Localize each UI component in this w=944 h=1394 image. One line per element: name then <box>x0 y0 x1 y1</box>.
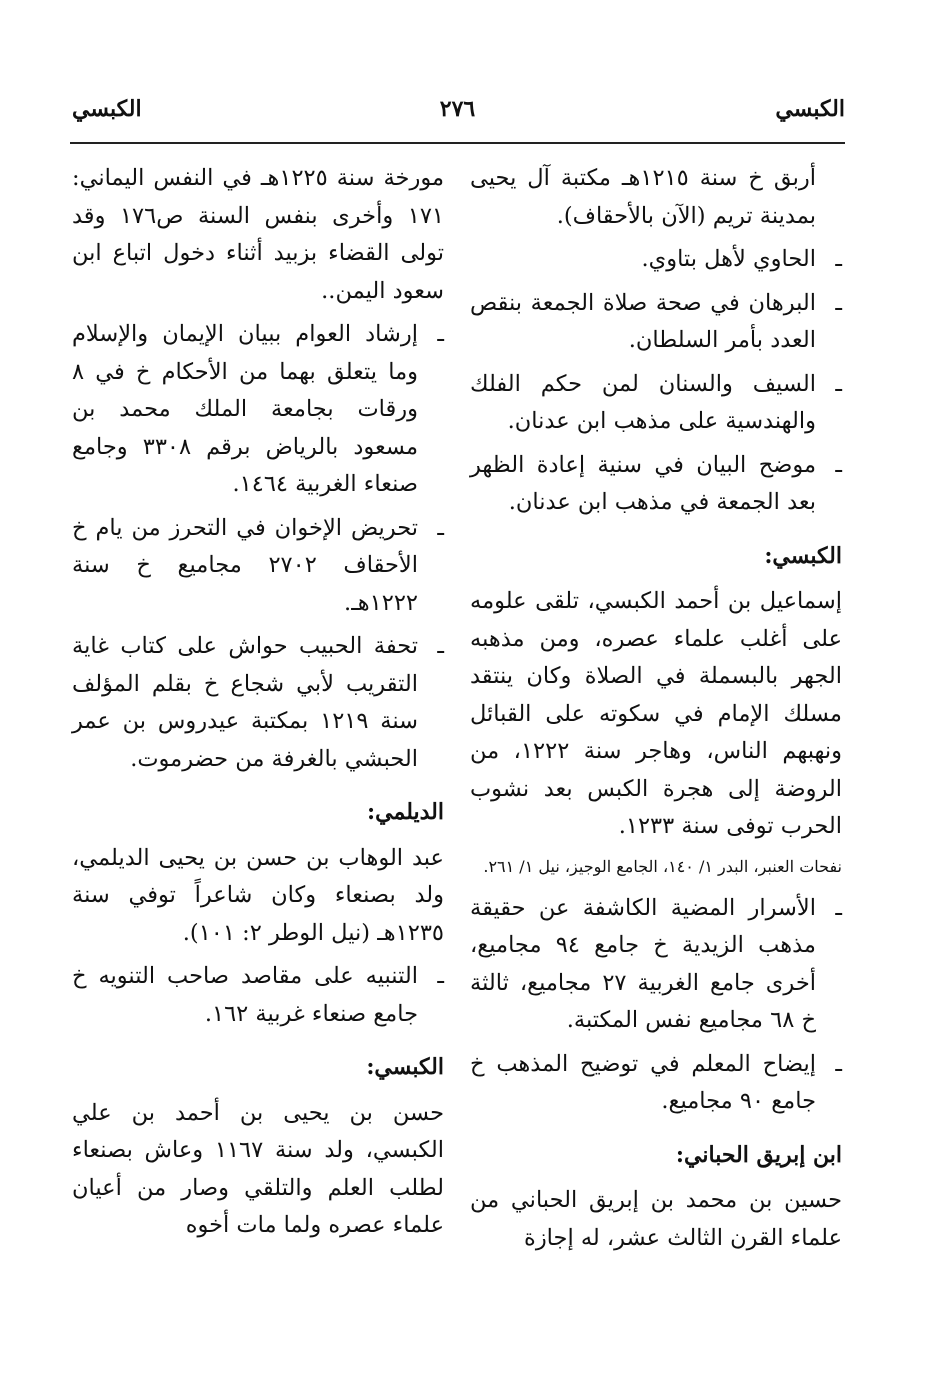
list-item <box>470 1046 842 1121</box>
list-dash: ـ <box>835 246 842 272</box>
list-item <box>470 241 842 279</box>
entry-sources: نفحات العنبر، البدر ١/ ١٤٠، الجامع الوجيز، نيل ١/ ٢٦١. <box>483 856 842 876</box>
list-item-text: تحفة الحبيب حواش على كتاب غاية التقريب لأبي شجاع خ بقلم المؤلف سنة ١٢١٩ بمكتبة عيدروس بن عمر الحبشي بالغرفة من حضرموت. <box>72 633 419 772</box>
list-dash: ـ <box>835 451 842 478</box>
running-header <box>70 96 845 140</box>
list-dash: ـ <box>437 514 444 541</box>
continued-entry-text: مورخة سنة ١٢٢٥هـ في النفس اليماني: ١٧١ وأخرى بنفس السنة ص١٧٦ وقد تولى القضاء بزبيد أثناء دخول اتباع ابن سعود اليمن.. <box>72 165 444 304</box>
list-dash: ـ <box>437 963 444 989</box>
right-column <box>470 160 842 1263</box>
list-item <box>72 958 444 1033</box>
page-number: ٢٧٦ <box>439 96 476 122</box>
header-title-right: الكبسي <box>775 96 845 122</box>
list-item <box>470 285 842 360</box>
list-item <box>72 316 444 504</box>
entry-paragraph: عبد الوهاب بن حسن بن يحيى الديلمي، ولد بصنعاء وكان شاعراً توفي سنة ١٢٣٥هـ (نيل الوطر ٢: ١٠١). <box>72 844 444 946</box>
list-item-text: البرهان في صحة صلاة الجمعة بنقص العدد بأمر السلطان. <box>470 289 816 353</box>
list-item-text: التنبيه على مقاصد صاحب التنويه خ جامع صنعاء غربية ١٦٢. <box>72 963 418 1027</box>
entry-paragraph: حسين بن محمد بن إبريق الحباني من علماء القرن الثالث عشر، له إجازة <box>470 1187 842 1251</box>
list-item-text: موضح البيان في سنية إعادة الظهر بعد الجمعة في مذهب ابن عدنان. <box>470 451 816 515</box>
continued-entry-text: أربق خ سنة ١٢١٥هـ مكتبة آل يحيى بمدينة تريم (الآن بالأحقاف). <box>470 165 816 229</box>
header-rule <box>70 142 845 144</box>
list-item-text: الأسرار المضية الكاشفة عن حقيقة مذهب الزيدية خ جامع ٩٤ مجاميع، أخرى جامع الغربية ٢٧ مجاميع، ثالثة خ ٦٨ مجاميع نفس المكتبة. <box>470 894 816 1033</box>
list-dash: ـ <box>835 1050 842 1077</box>
list-item-text: السيف والسنان لمن حكم الفلك والهندسية على مذهب ابن عدنان. <box>470 370 816 434</box>
list-item-text: إيضاح المعلم في توضيح المذهب خ جامع ٩٠ مجاميع. <box>470 1050 816 1114</box>
entry-heading: الكبسي: <box>764 542 842 569</box>
list-dash: ـ <box>835 289 842 316</box>
list-item-text: الحاوي لأهل بتاوي. <box>641 246 816 272</box>
list-item <box>72 628 444 778</box>
entry-heading: الديلمي: <box>367 799 444 825</box>
list-dash: ـ <box>437 321 444 347</box>
list-dash: ـ <box>835 370 842 397</box>
list-item-text: إرشاد العوام ببيان الإيمان والإسلام وما يتعلق بهما من الأحكام خ في ٨ ورقات بجامعة الملك محمد بن مسعود بالرياض برقم ٣٣٠٨ وجامع صنعاء الغربية ١٤٦٤. <box>72 321 419 497</box>
list-item <box>470 366 842 441</box>
list-item <box>470 447 842 522</box>
entry-paragraph: إسماعيل بن أحمد الكبسي، تلقى علومه على أغلب علماء عصره، ومن مذهبه الجهر بالبسملة في الصلاة وكان ينتقد مسلك الإمام في سكوته على القبائل ونهبهم الناس، وهاجر سنة ١٢٢٢، من الروضة إلى هجرة الكبس بعد نشوب الحرب توفى سنة ١٢٣٣. <box>470 588 842 839</box>
entry-paragraph: حسن بن يحيى بن أحمد بن علي الكبسي، ولد سنة ١١٦٧ وعاش بصنعاء لطلب العلم والتلقي وصار من أعيان علماء عصره ولما مات أخوه <box>72 1099 444 1238</box>
left-column <box>72 160 444 1251</box>
entry-heading: الكبسي: <box>366 1054 444 1080</box>
list-dash: ـ <box>835 894 842 921</box>
list-item-text: تحريض الإخوان في التحرز من يام خ الأحقاف ٢٧٠٢ مجاميع خ سنة ١٢٢٢هـ. <box>72 514 418 616</box>
list-item <box>72 510 444 623</box>
header-title-left: الكبسي <box>72 96 142 122</box>
list-dash: ـ <box>437 633 444 659</box>
list-item <box>470 890 842 1040</box>
entry-heading: ابن إبريق الحباني: <box>675 1141 842 1168</box>
